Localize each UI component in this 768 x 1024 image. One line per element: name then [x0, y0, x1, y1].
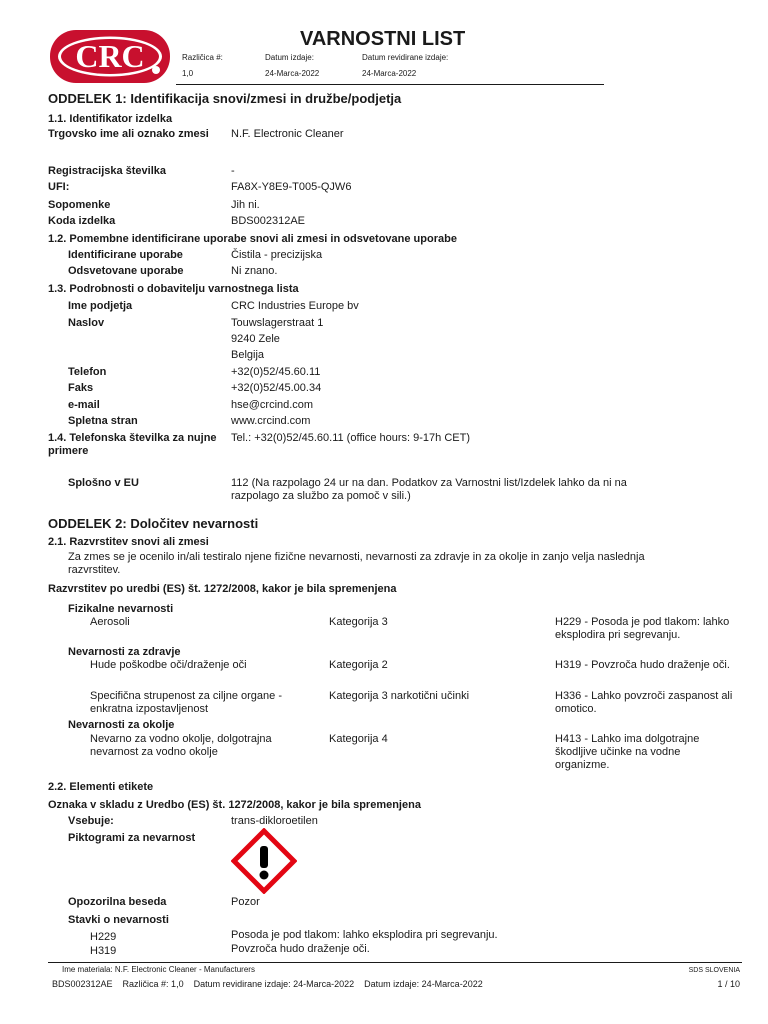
document-title: VARNOSTNI LIST — [300, 28, 466, 50]
s21-heading: 2.1. Razvrstitev snovi ali zmesi — [48, 536, 209, 548]
email-label: e-mail — [68, 399, 100, 411]
hazard-class: Hude poškodbe oči/draženje oči — [90, 659, 247, 671]
signal-label: Opozorilna beseda — [68, 896, 167, 908]
synonyms-label: Sopomenke — [48, 199, 111, 211]
web-value[interactable]: www.crcind.com — [231, 415, 311, 427]
revision-date-value: 24-Marca-2022 — [362, 69, 417, 78]
footer-divider — [48, 962, 742, 963]
address-line1: Touwslagerstraat 1 — [231, 317, 324, 329]
section2-heading: ODDELEK 2: Določitev nevarnosti — [48, 516, 259, 531]
hazard-statement: H229 - Posoda je pod tlakom: lahko eksplodira pri segrevanju. — [555, 616, 730, 641]
signal-value: Pozor — [231, 896, 260, 908]
exclamation-mark-pictogram-icon — [231, 828, 297, 894]
hazard-statement: H319 - Povzroča hudo draženje oči. — [555, 659, 730, 671]
s22-heading: 2.2. Elementi etikete — [48, 781, 154, 793]
address-line3: Belgija — [231, 349, 265, 361]
s14-value: Tel.: +32(0)52/45.60.11 (office hours: 9-17h CET) — [231, 432, 470, 444]
phone-label: Telefon — [68, 366, 107, 378]
eu-value: 112 (Na razpolago 24 ur na dan. Podatkov za Varnostni list/Izdelek lahko da ni na razpolago za službo za pomoč v sili.) — [231, 477, 627, 502]
trade-name-label: Trgovsko ime ali oznako zmesi — [48, 128, 209, 140]
h-text: Povzroča hudo draženje oči. — [231, 943, 370, 955]
health-heading: Nevarnosti za zdravje — [68, 646, 181, 658]
identified-uses-value: Čistila - precizijska — [231, 249, 323, 261]
s11-heading: 1.1. Identifikator izdelka — [48, 113, 173, 125]
hazard-category: Kategorija 4 — [329, 733, 388, 745]
eu-label: Splošno v EU — [68, 477, 139, 489]
hazard-statement: H413 - Lahko ima dolgotrajne škodljive učinke na vodne organizme. — [555, 733, 700, 771]
h-text: Posoda je pod tlakom: lahko eksplodira pri segrevanju. — [231, 929, 498, 941]
s14-heading: 1.4. Telefonska številka za nujne primere — [48, 432, 217, 457]
s21-text: Za zmes se je ocenilo in/ali testiralo njene fizične nevarnosti, nevarnosti za zdravje in za okolje in zanjo velja naslednja razvrstitev. — [68, 551, 645, 576]
contains-label: Vsebuje: — [68, 815, 114, 827]
header-divider — [176, 84, 604, 85]
env-heading: Nevarnosti za okolje — [68, 719, 175, 731]
section1-heading: ODDELEK 1: Identifikacija snovi/zmesi in družbe/podjetja — [48, 91, 402, 106]
web-label: Spletna stran — [68, 415, 138, 427]
hazard-statements-label: Stavki o nevarnosti — [68, 914, 169, 926]
hazard-category: Kategorija 3 — [329, 616, 388, 628]
version-value: 1,0 — [182, 69, 194, 78]
reg-value: - — [231, 165, 235, 177]
physical-heading: Fizikalne nevarnosti — [68, 603, 174, 615]
company-label: Ime podjetja — [68, 300, 133, 312]
address-label: Naslov — [68, 317, 105, 329]
footer-sds-label: SDS SLOVENIA — [688, 967, 740, 974]
contains-value: trans-dikloroetilen — [231, 815, 318, 827]
fax-value: +32(0)52/45.00.34 — [231, 382, 322, 394]
email-value[interactable]: hse@crcind.com — [231, 399, 314, 411]
hazard-class: Specifična strupenost za ciljne organe - enkratna izpostavljenost — [90, 690, 282, 715]
label-reg-heading: Oznaka v skladu z Uredbo (ES) št. 1272/2008, kakor je bila spremenjena — [48, 799, 421, 811]
reg-label: Registracijska številka — [48, 165, 167, 177]
ufi-value: FA8X-Y8E9-T005-QJW6 — [231, 181, 352, 193]
footer-material: Ime materiala: N.F. Electronic Cleaner - Manufacturers — [62, 965, 255, 974]
code-value: BDS002312AE — [231, 215, 305, 227]
h-code: H229 — [90, 931, 117, 943]
footer-info: BDS002312AE Različica #: 1,0 Datum revidirane izdaje: 24-Marca-2022 Datum izdaje: 24-Marca-2022 — [52, 979, 483, 989]
hazard-class: Nevarno za vodno okolje, dolgotrajna nevarnost za vodno okolje — [90, 733, 272, 758]
s13-heading: 1.3. Podrobnosti o dobavitelju varnostnega lista — [48, 283, 299, 295]
version-label: Različica #: — [182, 53, 223, 62]
identified-uses-label: Identificirane uporabe — [68, 249, 183, 261]
trade-name-value: N.F. Electronic Cleaner — [231, 128, 344, 140]
hazard-statement: H336 - Lahko povzroči zaspanost ali omotico. — [555, 690, 733, 715]
h-code: H319 — [90, 945, 117, 957]
issue-date-value: 24-Marca-2022 — [265, 69, 320, 78]
page-number: 1 / 10 — [717, 979, 740, 989]
address-line2: 9240 Zele — [231, 333, 280, 345]
pictograms-label: Piktogrami za nevarnost — [68, 832, 196, 844]
hazard-class: Aerosoli — [90, 616, 130, 628]
revision-date-label: Datum revidirane izdaje: — [362, 53, 449, 62]
phone-value: +32(0)52/45.60.11 — [231, 366, 321, 378]
synonyms-value: Jih ni. — [231, 199, 260, 211]
advised-against-value: Ni znano. — [231, 265, 278, 277]
fax-label: Faks — [68, 382, 94, 394]
reg-heading: Razvrstitev po uredbi (ES) št. 1272/2008, kakor je bila spremenjena — [48, 583, 397, 595]
s12-heading: 1.2. Pomembne identificirane uporabe snovi ali zmesi in odsvetovane uporabe — [48, 233, 457, 245]
logo-text: CRC — [75, 38, 145, 74]
issue-date-label: Datum izdaje: — [265, 53, 314, 62]
hazard-category: Kategorija 3 narkotični učinki — [329, 690, 470, 702]
advised-against-label: Odsvetovane uporabe — [68, 265, 184, 277]
hazard-category: Kategorija 2 — [329, 659, 388, 671]
company-value: CRC Industries Europe bv — [231, 300, 359, 312]
code-label: Koda izdelka — [48, 215, 116, 227]
ufi-label: UFI: — [48, 181, 70, 193]
crc-logo — [50, 30, 170, 83]
